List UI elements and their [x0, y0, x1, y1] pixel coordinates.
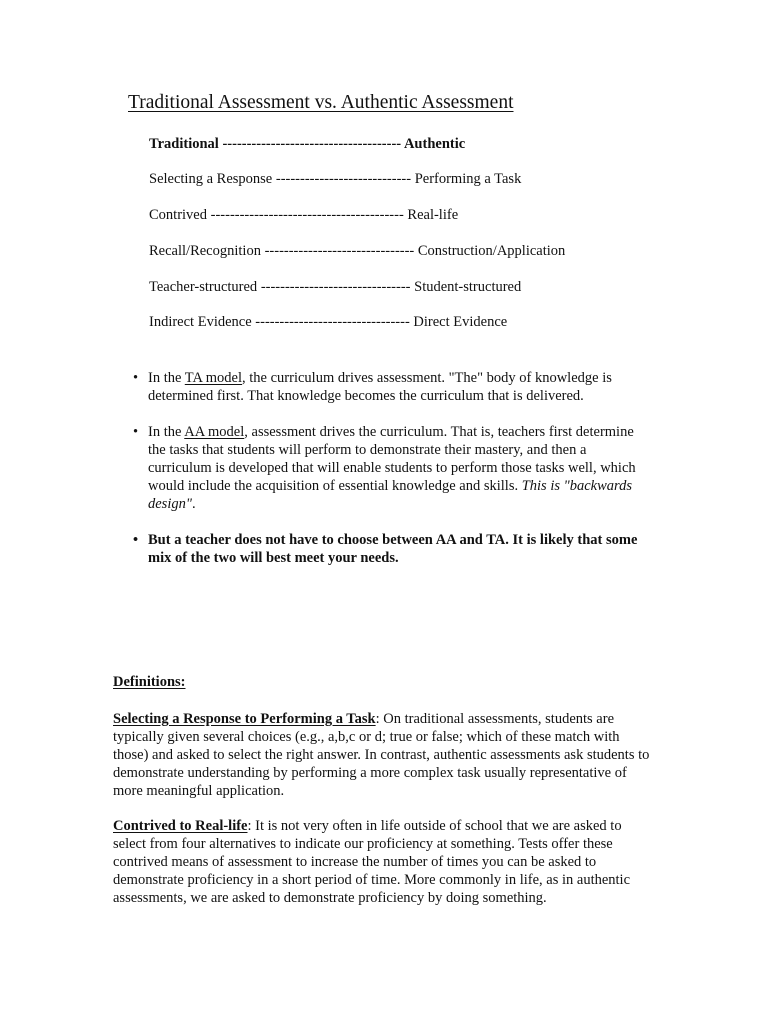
bullet-item-mix — [133, 531, 653, 567]
page-title: Traditional Assessment vs. Authentic Assessment — [128, 92, 514, 113]
comparison-row — [149, 171, 521, 188]
comparison-right: Direct Evidence — [413, 314, 508, 330]
definition-contrived — [113, 817, 653, 907]
comparison-right: Student-structured — [414, 279, 522, 295]
comparison-row — [149, 314, 507, 331]
definition-selecting-response — [113, 710, 653, 800]
definition-text: : On traditional assessments, students are typically given several choices (e.g., a,b,c or d; true or false; which of these match with those) and asked to select the right answer. In contrast, authentic assessments ask students to demonstrate understanding by performing a more complex task usually representative of more meaningful application. — [113, 711, 650, 799]
comparison-row — [149, 136, 465, 153]
comparison-right: Performing a Task — [414, 171, 522, 187]
bullet-icon: • — [133, 424, 139, 440]
bullet-item-ta-model — [133, 369, 653, 405]
comparison-right: Construction/Application — [417, 243, 566, 259]
bullet-icon: • — [133, 370, 139, 386]
ta-model-term: TA model — [184, 370, 243, 386]
definitions-heading: Definitions: — [113, 674, 186, 690]
comparison-left: Traditional — [149, 136, 219, 152]
bullet-text: In the TA model, the curriculum drives assessment. "The" body of knowledge is determined first. That knowledge becomes the curriculum that is delivered. — [148, 370, 612, 404]
comparison-row — [149, 279, 521, 296]
comparison-dashes: ---------------------------------------- — [210, 207, 404, 223]
comparison-left: Selecting a Response — [149, 171, 273, 187]
bullet-text: In the AA model, assessment drives the curriculum. That is, teachers first determine the tasks that students will perform to demonstrate their mastery, and then a curriculum is developed that will enable students to perform those tasks well, which would include the acquisition of essential knowledge and skills. This is "backwards design". — [148, 424, 636, 512]
comparison-right: Real-life — [407, 207, 459, 223]
definition-term: Selecting a Response to Performing a Task — [113, 711, 376, 727]
bullet-item-aa-model — [133, 423, 653, 513]
comparison-left: Recall/Recognition — [149, 243, 261, 259]
aa-model-term: AA model — [184, 424, 245, 440]
definition-text: : It is not very often in life outside of school that we are asked to select from four alternatives to indicate our proficiency at something. Tests offer these contrived means of assessment to increase the number of times you can be asked to demonstrate proficiency in a short period of time. More commonly in life, as in authentic assessments, we are asked to demonstrate proficiency by doing something. — [113, 818, 631, 906]
comparison-row — [149, 243, 565, 260]
comparison-left: Contrived — [149, 207, 207, 223]
comparison-row — [149, 207, 458, 224]
comparison-right: Authentic — [403, 136, 466, 152]
comparison-dashes: -------------------------------- — [255, 314, 410, 330]
bullet-icon: • — [133, 532, 139, 548]
comparison-dashes: ---------------------------- — [275, 171, 412, 187]
comparison-left: Indirect Evidence — [149, 314, 252, 330]
comparison-dashes: ------------------------------- — [260, 279, 411, 295]
comparison-dashes: ------------------------------- — [264, 243, 415, 259]
definition-term: Contrived to Real-life — [113, 818, 248, 834]
comparison-left: Teacher-structured — [149, 279, 258, 295]
comparison-dashes: ------------------------------------- — [222, 136, 402, 152]
backwards-design-note: This is "backwards design" — [148, 478, 633, 512]
bullet-text: But a teacher does not have to choose between AA and TA. It is likely that some mix of the two will best meet your needs. — [148, 532, 638, 566]
